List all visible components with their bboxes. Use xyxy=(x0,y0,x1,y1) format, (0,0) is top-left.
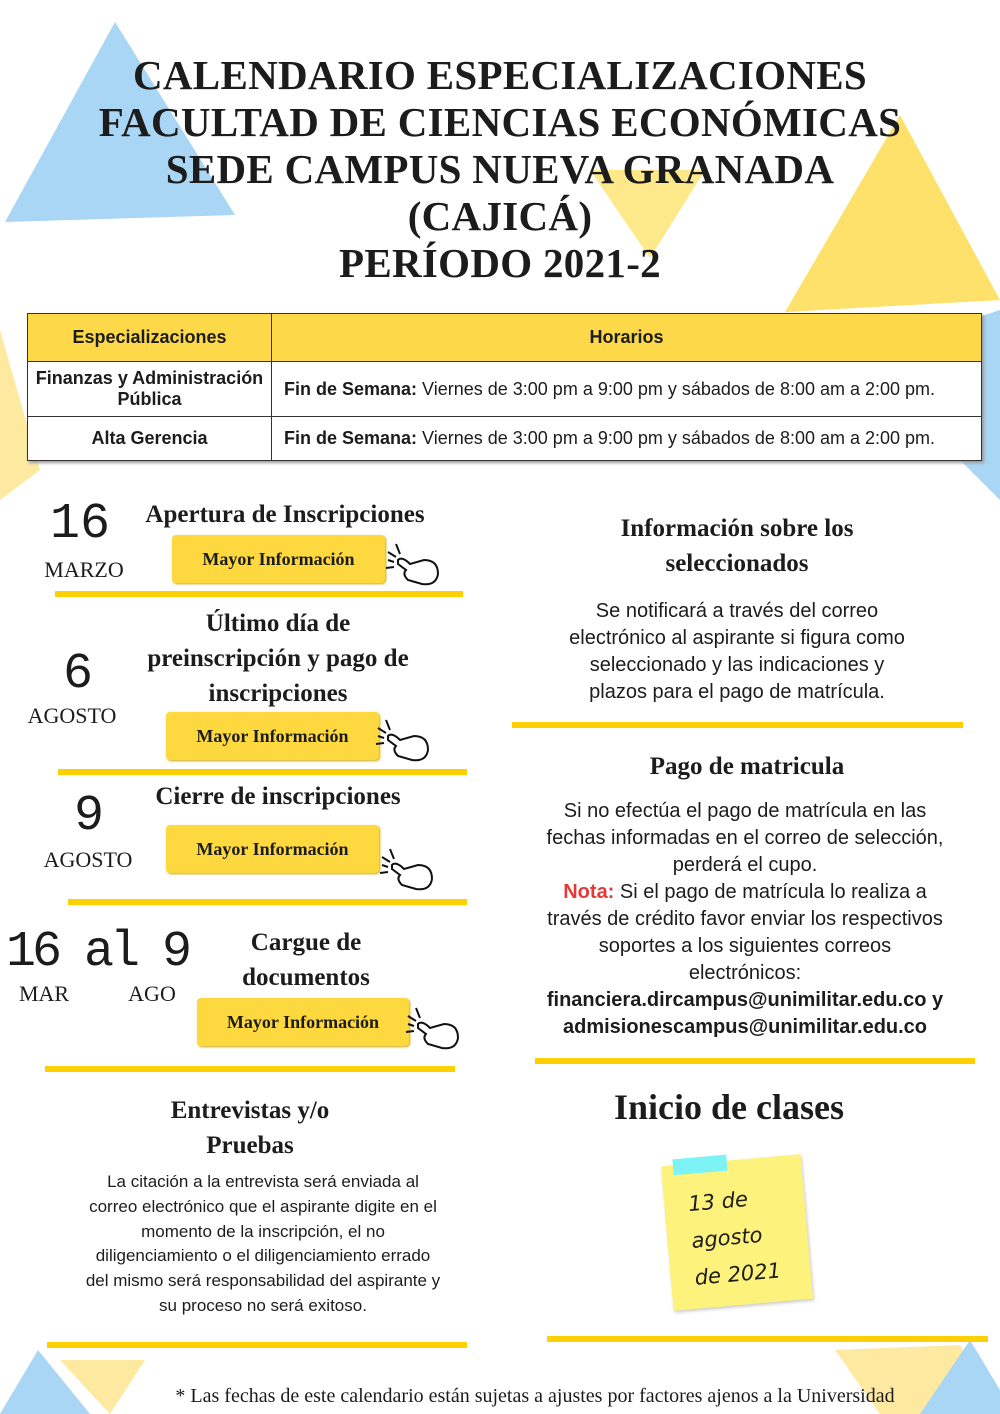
event-title: Cierre de inscripciones xyxy=(155,783,401,810)
date-line: 13 de xyxy=(687,1186,749,1217)
event-day: 9 xyxy=(73,788,105,845)
title-line: Último día de xyxy=(205,610,351,637)
divider xyxy=(55,591,463,597)
pointing-hand-icon xyxy=(384,540,442,588)
title-line: documentos xyxy=(242,964,370,991)
interviews-text xyxy=(86,1170,440,1319)
program-name: Finanzas y Administración Pública xyxy=(28,362,272,417)
selected-title xyxy=(621,511,854,581)
event-title xyxy=(242,925,370,995)
title-line: preinscripción y pago de xyxy=(147,645,409,672)
header-schedule: Horarios xyxy=(272,314,982,362)
event-month: AGOSTO xyxy=(27,703,117,728)
divider xyxy=(512,722,963,728)
title-line: SEDE CAMPUS NUEVA GRANADA xyxy=(165,146,835,192)
text-line: correo electrónico que el aspirante digite en el xyxy=(89,1196,437,1216)
text-line: seleccionado y las indicaciones y xyxy=(589,654,885,676)
more-info-button[interactable]: Mayor Información xyxy=(166,825,379,873)
text-line: perderá el cupo. xyxy=(672,854,818,876)
title-line: CALENDARIO ESPECIALIZACIONES xyxy=(132,52,868,98)
note-line xyxy=(547,879,944,906)
event-month-start: MAR xyxy=(18,981,70,1006)
pointing-hand-icon xyxy=(374,716,432,764)
text-line: momento de la inscripción, el no xyxy=(141,1221,385,1241)
title-line: PERÍODO 2021-2 xyxy=(339,240,661,286)
schedule-label: Fin de Semana: xyxy=(284,428,418,448)
event-month: AGOSTO xyxy=(43,847,133,872)
title-line: seleccionados xyxy=(665,550,809,577)
selected-text xyxy=(569,598,905,706)
text-line: Se notificará a través del correo xyxy=(595,600,879,622)
event-day: 16 xyxy=(49,496,111,553)
title-line: Información sobre los xyxy=(620,515,854,542)
payment-text xyxy=(547,798,944,1041)
page-title xyxy=(99,52,901,287)
footer-note: * Las fechas de este calendario están sujetas a ajustes por factores ajenos a la Universidad xyxy=(175,1385,895,1407)
text-line: electrónicos: xyxy=(688,962,802,984)
schedule-text: Viernes de 3:00 pm a 9:00 pm y sábados de 8:00 am a 2:00 pm. xyxy=(422,378,936,399)
pointing-hand-icon xyxy=(378,845,436,893)
text-line: través de crédito favor enviar los respectivos xyxy=(547,908,943,930)
event-month: MARZO xyxy=(44,557,124,582)
classes-title: Inicio de clases xyxy=(614,1087,844,1127)
payment-title: Pago de matricula xyxy=(649,753,845,780)
text-line: fechas informadas en el correo de selección, xyxy=(546,827,944,849)
divider xyxy=(58,769,467,775)
text-line: electrónico al aspirante si figura como xyxy=(569,627,905,649)
text-line: Si no efectúa el pago de matrícula en las xyxy=(563,800,927,822)
date-line: agosto xyxy=(690,1222,764,1253)
divider xyxy=(45,1066,455,1072)
text-line: soportes a los siguientes correos xyxy=(598,935,892,957)
text-line: del mismo será responsabilidad del aspirante y xyxy=(85,1271,441,1291)
note-label: Nota: xyxy=(563,881,615,903)
event-day: 6 xyxy=(62,646,94,703)
schedule-text: Viernes de 3:00 pm a 9:00 pm y sábados de 8:00 am a 2:00 pm. xyxy=(422,428,936,448)
email-link[interactable]: financiera.dircampus@unimilitar.edu.co y xyxy=(546,989,944,1011)
text-line: diligenciamiento o el diligenciamiento errado xyxy=(95,1246,431,1266)
more-info-button[interactable]: Mayor Información xyxy=(197,998,409,1046)
schedule-cell xyxy=(272,362,982,417)
title-line: Entrevistas y/o xyxy=(170,1097,330,1124)
sticky-note xyxy=(661,1154,813,1311)
note-text: Si el pago de matrícula lo realiza a xyxy=(614,881,927,903)
schedule-cell xyxy=(272,417,982,461)
title-line: (CAJICÁ) xyxy=(407,193,593,239)
program-name: Alta Gerencia xyxy=(28,417,272,461)
divider xyxy=(535,1058,975,1064)
event-month-end: AGO xyxy=(128,981,176,1006)
divider xyxy=(547,1336,988,1342)
event-title xyxy=(147,606,408,711)
text-line: La citación a la entrevista será enviada al xyxy=(107,1172,419,1191)
text-line: plazos para el pago de matrícula. xyxy=(589,681,885,703)
divider xyxy=(47,1342,467,1348)
interviews-title xyxy=(171,1093,330,1163)
tape xyxy=(672,1155,727,1176)
header-programs: Especializaciones xyxy=(28,314,272,362)
more-info-button[interactable]: Mayor Información xyxy=(166,712,379,760)
event-day-range: 16 al 9 xyxy=(5,924,189,981)
title-line: FACULTAD DE CIENCIAS ECONÓMICAS xyxy=(98,99,902,145)
classes-date xyxy=(687,1179,783,1297)
schedule-table xyxy=(27,313,982,461)
date-line: de 2021 xyxy=(693,1258,782,1290)
email-link[interactable]: admisionescampus@unimilitar.edu.co xyxy=(562,1016,928,1038)
event-title: Apertura de Inscripciones xyxy=(145,501,425,528)
more-info-button[interactable]: Mayor Información xyxy=(172,535,385,583)
title-line: inscripciones xyxy=(208,680,348,707)
schedule-label: Fin de Semana: xyxy=(284,378,418,399)
pointing-hand-icon xyxy=(404,1004,462,1052)
title-line: Cargue de xyxy=(250,929,362,956)
title-line: Pruebas xyxy=(206,1132,294,1159)
divider xyxy=(68,899,467,905)
text-line: su proceso no será exitoso. xyxy=(159,1295,367,1315)
